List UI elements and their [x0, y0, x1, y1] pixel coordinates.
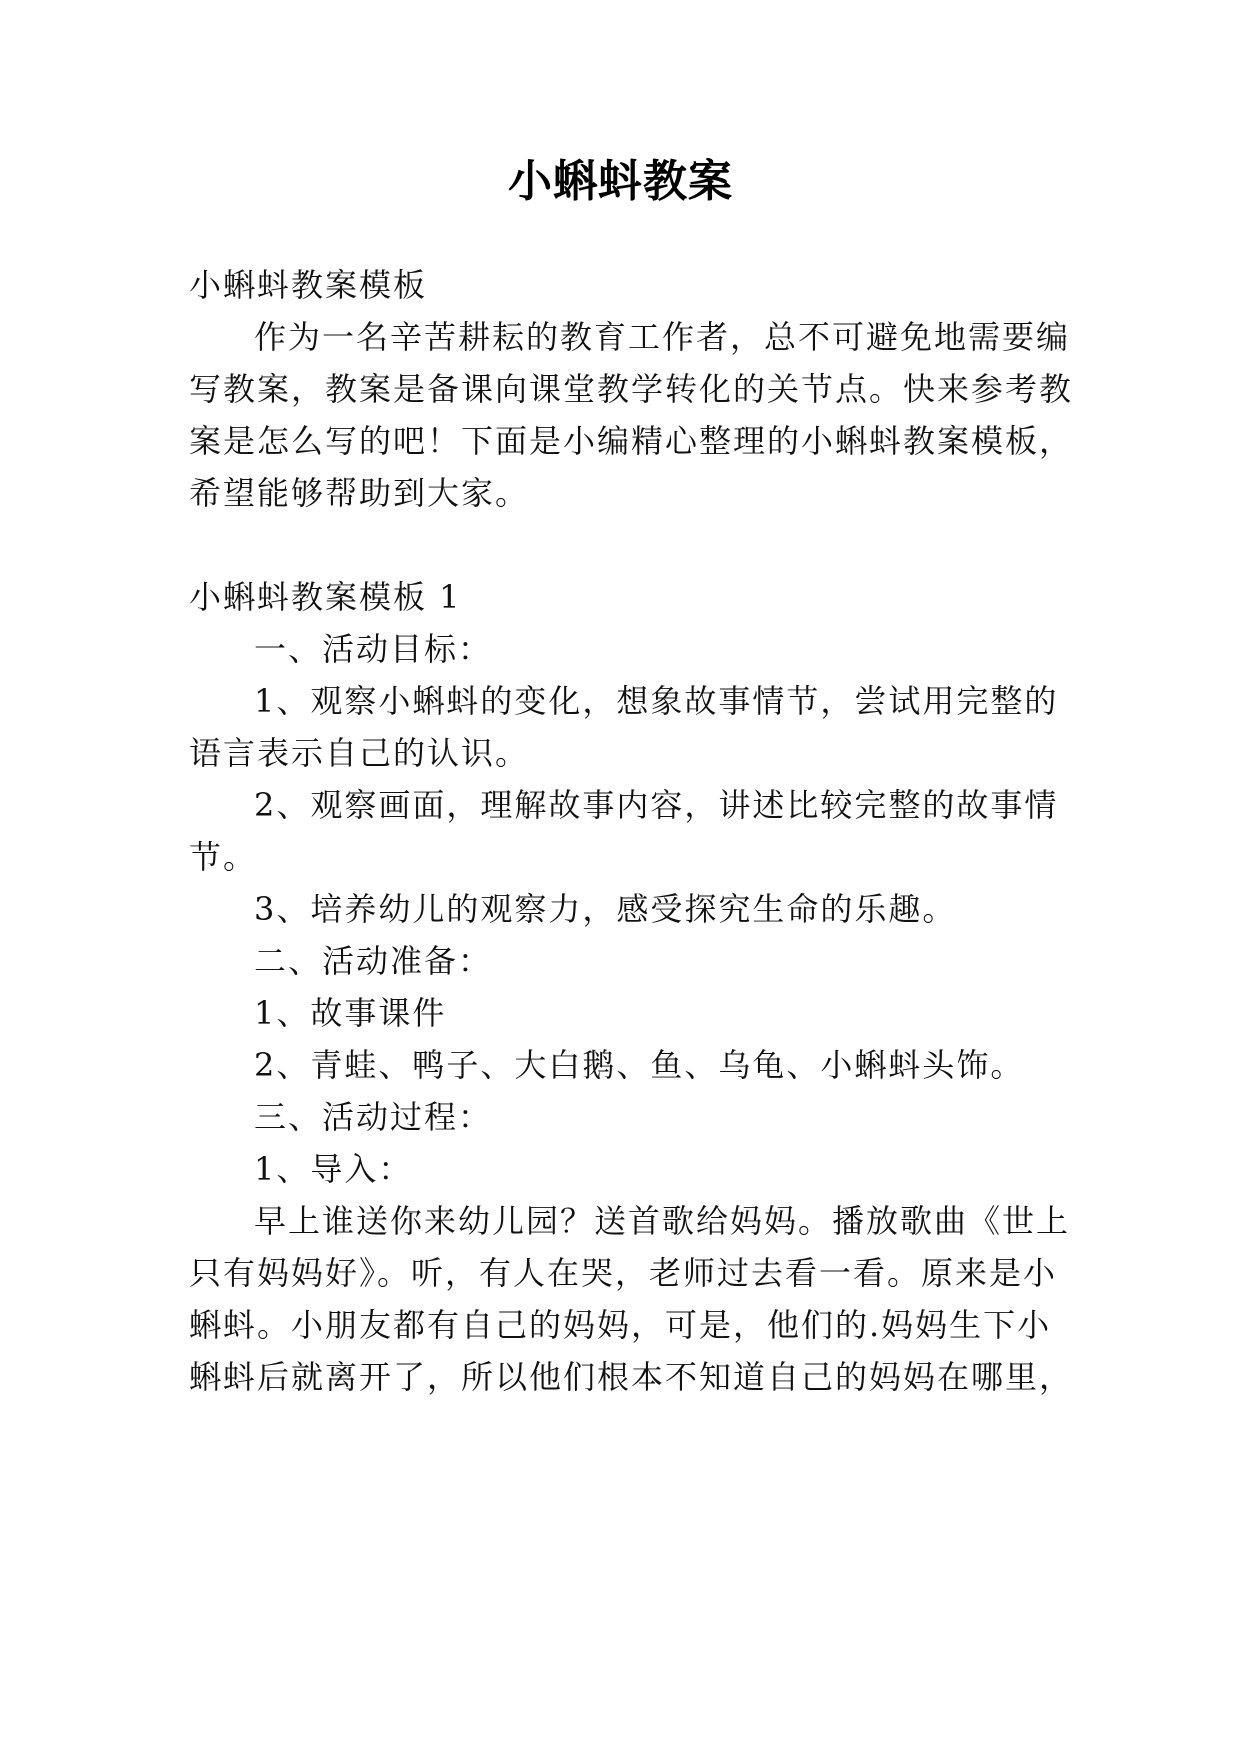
section-heading: 小蝌蚪教案模板 1: [189, 578, 462, 616]
heading-line: 二、活动准备：: [254, 942, 493, 980]
paragraph-line: 2、青蛙、鸭子、大白鹅、鱼、乌龟、小蝌蚪头饰。: [254, 1046, 1025, 1084]
paragraph-line: 1、导入：: [254, 1150, 413, 1188]
subtitle-line: 小蝌蚪教案模板: [189, 266, 428, 304]
heading-line: 三、活动过程：: [254, 1098, 493, 1136]
paragraph-line: 只有妈妈好》。听，有人在哭，老师过去看一看。原来是小: [189, 1254, 1058, 1292]
paragraph-line: 语言表示自己的认识。: [189, 734, 530, 772]
paragraph-line: 蝌蚪。小朋友都有自己的妈妈，可是，他们的.妈妈生下小: [189, 1306, 1052, 1344]
paragraph-line: 蝌蚪后就离开了，所以他们根本不知道自己的妈妈在哪里，: [189, 1358, 1074, 1396]
paragraph-line: 作为一名辛苦耕耘的教育工作者，总不可避免地需要编: [254, 318, 1071, 356]
document-title: 小蝌蚪教案: [508, 156, 733, 207]
paragraph-line: 早上谁送你来幼儿园？送首歌给妈妈。播放歌曲《世上: [254, 1202, 1071, 1240]
paragraph-line: 写教案，教案是备课向课堂教学转化的关节点。快来参考教: [189, 370, 1074, 408]
paragraph-line: 希望能够帮助到大家。: [189, 474, 530, 512]
heading-line: 一、活动目标：: [254, 630, 493, 668]
paragraph-line: 1、故事课件: [254, 994, 447, 1032]
paragraph-line: 案是怎么写的吧！下面是小编精心整理的小蝌蚪教案模板，: [189, 422, 1074, 460]
paragraph-line: 节。: [189, 838, 258, 876]
paragraph-line: 3、培养幼儿的观察力，感受探究生命的乐趣。: [254, 890, 957, 928]
paragraph-line: 1、观察小蝌蚪的变化，想象故事情节，尝试用完整的: [254, 682, 1059, 720]
paragraph-line: 2、观察画面，理解故事内容，讲述比较完整的故事情: [254, 786, 1059, 824]
